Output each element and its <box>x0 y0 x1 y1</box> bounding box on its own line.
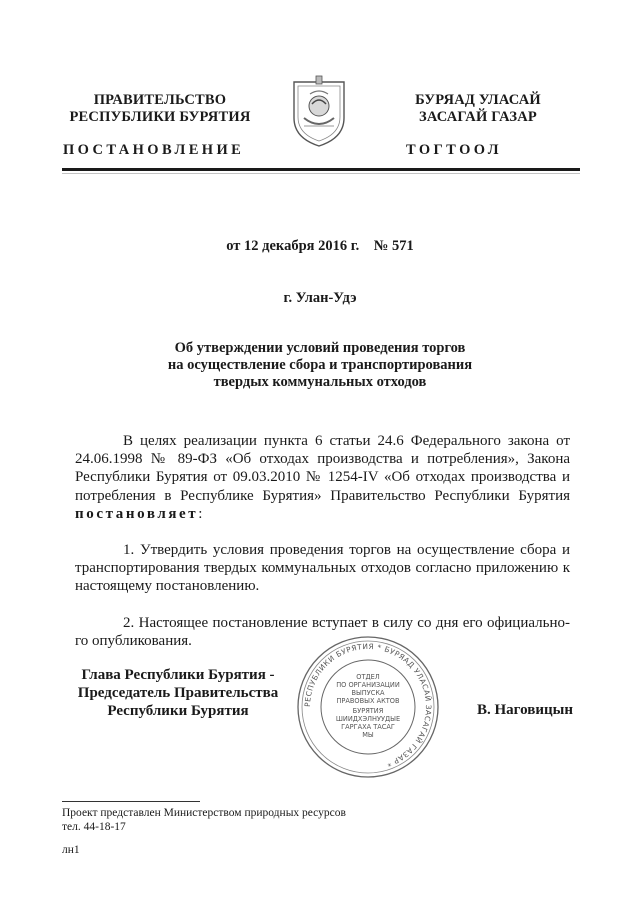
title-line: твердых коммунальных отходов <box>213 374 427 390</box>
stamp-line: ШИИДХЭЛНУУДЫЕ <box>335 715 401 723</box>
paragraph-item-2: 2. Настоящее постановление вступает в силу со дня его официально-го опубликования. <box>75 614 570 649</box>
signature-line2: Председатель Правительства <box>77 685 279 701</box>
document-title <box>0 340 640 391</box>
city: г. Улан-Удэ <box>283 290 357 306</box>
coat-of-arms-icon <box>290 74 348 148</box>
header-left-line2: РЕСПУБЛИКИ БУРЯТИЯ <box>69 109 251 125</box>
paragraph-preamble <box>75 432 570 523</box>
header-right-line2: ЗАСАГАЙ ГАЗАР <box>419 109 537 125</box>
header-rule-thin <box>62 173 580 174</box>
stamp-line: БУРЯТИЯ <box>352 707 384 715</box>
paragraph-item-1: 1. Утвердить условия проведения торгов на осуществление сбора и транспортирования твердых коммунальных отходов согласно приложению к настоящему постановлению. <box>75 542 570 595</box>
date-number: от 12 декабря 2016 г. № 571 <box>226 238 414 254</box>
stamp-line: ВЫПУСКА <box>351 689 385 697</box>
stamp-line: ОТДЕЛ <box>356 673 380 681</box>
header-right <box>378 92 578 126</box>
signatory-name: В. Наговицын <box>477 702 573 718</box>
preamble-text: В целях реализации пункта 6 статьи 24.6 Федерального закона от 24.06.1998 № 89-ФЗ «Об отходах производства и потребления», Закона Республики Бурятия от 09.03.2010 № 1254-IV «Об отходах производства и потребления в Республике Бурятия» Правительство Республики Бурятия <box>75 433 570 504</box>
stamp-ring-text: РЕСПУБЛИКИ БУРЯТИЯ * БУРЯАД УЛАСАЙ ЗАСАГАЙ ГАЗАР * <box>302 641 434 769</box>
stamp-line: ГАРГАХА ТАСАГ <box>341 723 395 731</box>
header-right-line1: БУРЯАД УЛАСАЙ <box>415 92 541 108</box>
svg-text:РЕСПУБЛИКИ БУРЯТИЯ * БУРЯАД УЛ <box>303 642 433 769</box>
header-left <box>60 92 260 126</box>
footer-code: лн1 <box>62 844 80 856</box>
decree-word: постановляет <box>75 505 199 522</box>
decree-colon: : <box>198 505 203 522</box>
stamp-line: ПО ОРГАНИЗАЦИИ <box>336 681 400 689</box>
header-left-line1: ПРАВИТЕЛЬСТВО <box>93 92 227 108</box>
footer-rule <box>62 801 200 802</box>
body-text <box>75 432 570 650</box>
doc-type-left: ПОСТАНОВЛЕНИЕ <box>63 142 245 158</box>
signature-line1: Глава Республики Бурятия - <box>81 667 275 683</box>
stamp-line: МЫ <box>362 731 374 739</box>
title-line: Об утверждении условий проведения торгов <box>174 340 466 356</box>
footer-line2: тел. 44-18-17 <box>62 821 126 833</box>
stamp-line: ПРАВОВЫХ АКТОВ <box>336 697 400 705</box>
official-stamp-icon <box>293 634 443 780</box>
doc-type-right: ТОГТООЛ <box>406 142 502 158</box>
header-rule <box>62 168 580 171</box>
signature-title <box>58 666 298 720</box>
signature-line3: Республики Бурятия <box>107 703 249 719</box>
title-line: на осуществление сбора и транспортирования <box>167 357 473 373</box>
footer-line1: Проект представлен Министерством природных ресурсов <box>62 807 346 819</box>
footer-note <box>62 806 346 834</box>
